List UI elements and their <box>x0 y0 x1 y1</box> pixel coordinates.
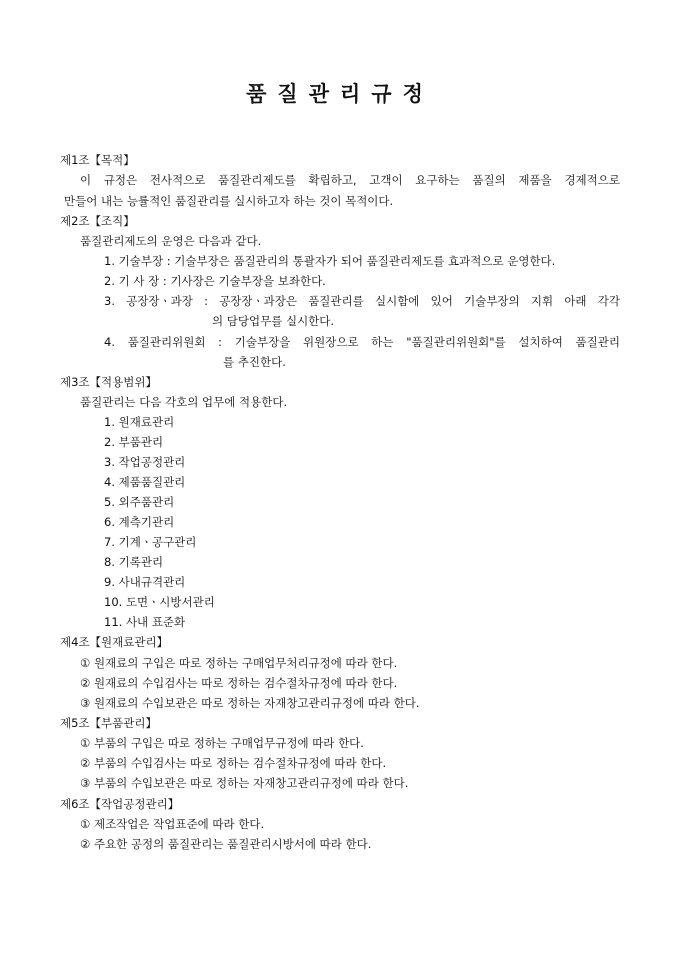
article-6-heading: 제6조【작업공정관리】 <box>60 797 180 811</box>
article-3-item: 7. 기계ㆍ공구관리 <box>104 535 197 549</box>
article-2-item: 1. 기술부장 : 기술부장은 품질관리의 통괄자가 되어 품질관리제도를 효과적으로 운영한다. <box>104 254 556 268</box>
article-4-item: ③ 원재료의 수입보관은 따로 정하는 자재창고관리규정에 따라 한다. <box>80 696 420 710</box>
article-2-item-continuation: 의 담당업무를 실시한다. <box>212 314 335 328</box>
article-5-item: ③ 부품의 수입보관은 따로 정하는 자재창고관리규정에 따라 한다. <box>80 776 409 790</box>
article-3-item: 10. 도면ㆍ시방서관리 <box>104 595 215 609</box>
article-2-item-continuation: 를 추진한다. <box>223 355 286 369</box>
article-5-item: ② 부품의 수입검사는 따로 정하는 검수절차규정에 따라 한다. <box>80 756 387 770</box>
article-2-intro: 품질관리제도의 운영은 다음과 같다. <box>80 234 262 248</box>
article-3-intro: 품질관리는 다음 각호의 업무에 적용한다. <box>80 395 288 409</box>
article-3-item: 3. 작업공정관리 <box>104 455 186 469</box>
article-3-item: 6. 계측기관리 <box>104 515 175 529</box>
article-2-item: 4. 품질관리위원회 : 기술부장을 위원장으로 하는 "품질관리위원회"를 설치하여 품질관리 <box>104 335 620 349</box>
article-1-body-line: 만들어 내는 능률적인 품질관리를 실시하고자 하는 것이 목적이다. <box>64 194 394 208</box>
article-3-item: 8. 기록관리 <box>104 555 164 569</box>
article-4-item: ① 원재료의 구입은 따로 정하는 구매업무처리규정에 따라 한다. <box>80 656 398 670</box>
article-3-item: 2. 부품관리 <box>104 435 164 449</box>
article-3-item: 9. 사내규격관리 <box>104 575 186 589</box>
article-1-body-line: 이 규정은 전사적으로 품질관리제도를 확립하고, 고객이 요구하는 품질의 제품을 경제적으로 <box>80 173 620 187</box>
article-3-heading: 제3조【적용범위】 <box>60 375 157 389</box>
article-6-item: ② 주요한 공정의 품질관리는 품질관리시방서에 따라 한다. <box>80 837 372 851</box>
document-title: 품질관리규정 <box>246 81 434 106</box>
article-2-item: 3. 공장장ㆍ과장 : 공장장ㆍ과장은 품질관리를 실시함에 있어 기술부장의 지휘 아래 각각 <box>104 294 620 308</box>
article-6-item: ① 제조작업은 작업표준에 따라 한다. <box>80 817 265 831</box>
article-5-heading: 제5조【부품관리】 <box>60 716 157 730</box>
article-1-heading: 제1조【목적】 <box>60 153 135 167</box>
article-3-item: 11. 사내 표준화 <box>104 615 186 629</box>
article-3-item: 5. 외주품관리 <box>104 495 175 509</box>
article-2-item: 2. 기 사 장 : 기사장은 기술부장을 보좌한다. <box>104 274 326 288</box>
article-3-item: 1. 원재료관리 <box>104 415 175 429</box>
article-3-item: 4. 제품품질관리 <box>104 475 186 489</box>
article-4-heading: 제4조【원재료관리】 <box>60 635 169 649</box>
article-5-item: ① 부품의 구입은 따로 정하는 구매업무규정에 따라 한다. <box>80 736 364 750</box>
article-4-item: ② 원재료의 수입검사는 따로 정하는 검수절차규정에 따라 한다. <box>80 676 398 690</box>
article-2-heading: 제2조【조직】 <box>60 214 135 228</box>
